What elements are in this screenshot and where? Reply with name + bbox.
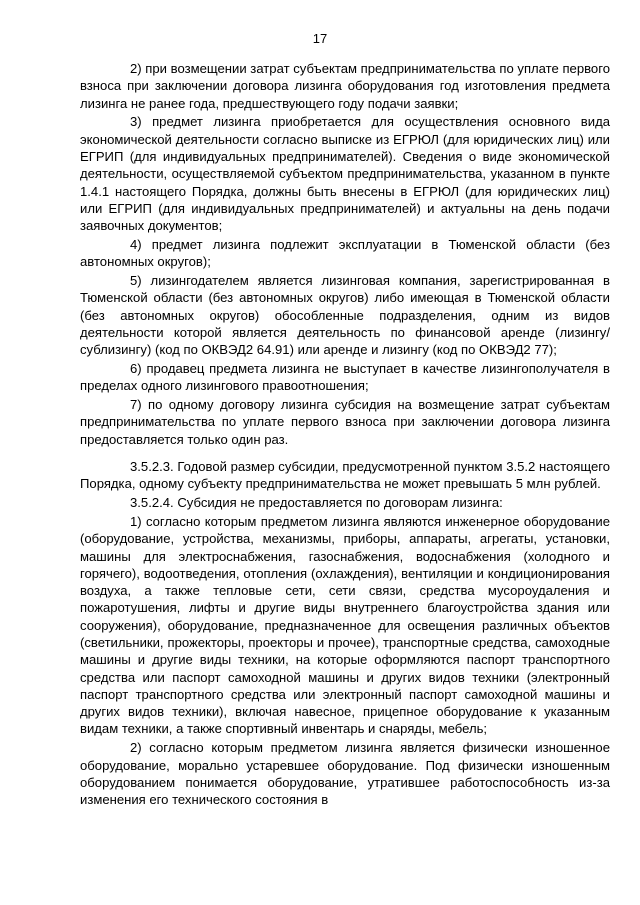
paragraph-item-6: 6) продавец предмета лизинга не выступает в качестве лизингополучателя в пределах одного лизингового правоотношения; xyxy=(80,361,610,394)
document-body xyxy=(80,60,610,808)
paragraph-item-7: 7) по одному договору лизинга субсидия на возмещение затрат субъектам предпринимательства по уплате первого взноса при заключении договора лизинга предоставляется только один раз. xyxy=(80,397,610,447)
page-number: 17 xyxy=(312,31,328,46)
paragraph-exclusion-2: 2) согласно которым предметом лизинга является физически изношенное оборудование, морально устаревшее оборудование. Под физически изношенным оборудованием понимается оборудование, утратившее работоспособность из-за изменения его технического состояния в xyxy=(80,740,610,808)
paragraph-exclusion-1: 1) согласно которым предметом лизинга являются инженерное оборудование (оборудование, устройства, механизмы, приборы, аппараты, агрегаты, установки, машины для электроснабжения, газоснабжения, водоснабжения (холодного и горячего), водоотведения, отопления (охлаждения), вентиляции и кондиционирования воздуха, а также тепловые сети, сети связи, средства мусороудаления и пожаротушения, лифты и другие виды внутреннего благоустройства здания или сооружения), оборудование, предназначенное для освещения различных объектов (светильники, прожекторы, проекторы и прочее), транспортные средства, самоходные машины и другие виды техники, на которые оформляются паспорт транспортного средства или паспорт самоходной машины и других видов техники (электронный паспорт транспортного средства или электронный паспорт самоходной машины и других видов техники), включая навесное, прицепное оборудование к указанным видам техники, а также спортивный инвентарь и снаряды, мебель; xyxy=(80,513,610,737)
paragraph-3-5-2-3: 3.5.2.3. Годовой размер субсидии, предусмотренной пунктом 3.5.2 настоящего Порядка, одному субъекту предпринимательства не может превышать 5 млн рублей. xyxy=(80,459,610,492)
paragraph-3-5-2-4: 3.5.2.4. Субсидия не предоставляется по договорам лизинга: xyxy=(130,495,503,511)
paragraph-item-2: 2) при возмещении затрат субъектам предпринимательства по уплате первого взноса при заключении договора лизинга оборудования год изготовления предмета лизинга не ранее года, предшествующего году подачи заявки; xyxy=(80,61,610,111)
paragraph-item-3: 3) предмет лизинга приобретается для осуществления основного вида экономической деятельности согласно выписке из ЕГРЮЛ (для юридических лиц) или ЕГРИП (для индивидуальных предпринимателей). Сведения о виде экономической деятельности, осуществляемой субъектом предпринимательства, указанном в пункте 1.4.1 настоящего Порядка, должны быть внесены в ЕГРЮЛ (для юридических лиц) или ЕГРИП (для индивидуальных предпринимателей) и актуальны на день подачи заявочных документов; xyxy=(80,114,610,234)
paragraph-item-5: 5) лизингодателем является лизинговая компания, зарегистрированная в Тюменской области (без автономных округов) либо имеющая в Тюменской области (без автономных округов) обособленные подразделения, одним из видов деятельности которой является деятельность по финансовой аренде (лизингу/сублизингу) (код по ОКВЭД2 64.91) или аренде и лизингу (код по ОКВЭД2 77); xyxy=(80,273,610,358)
paragraph-item-4: 4) предмет лизинга подлежит эксплуатации в Тюменской области (без автономных округов); xyxy=(80,236,610,270)
